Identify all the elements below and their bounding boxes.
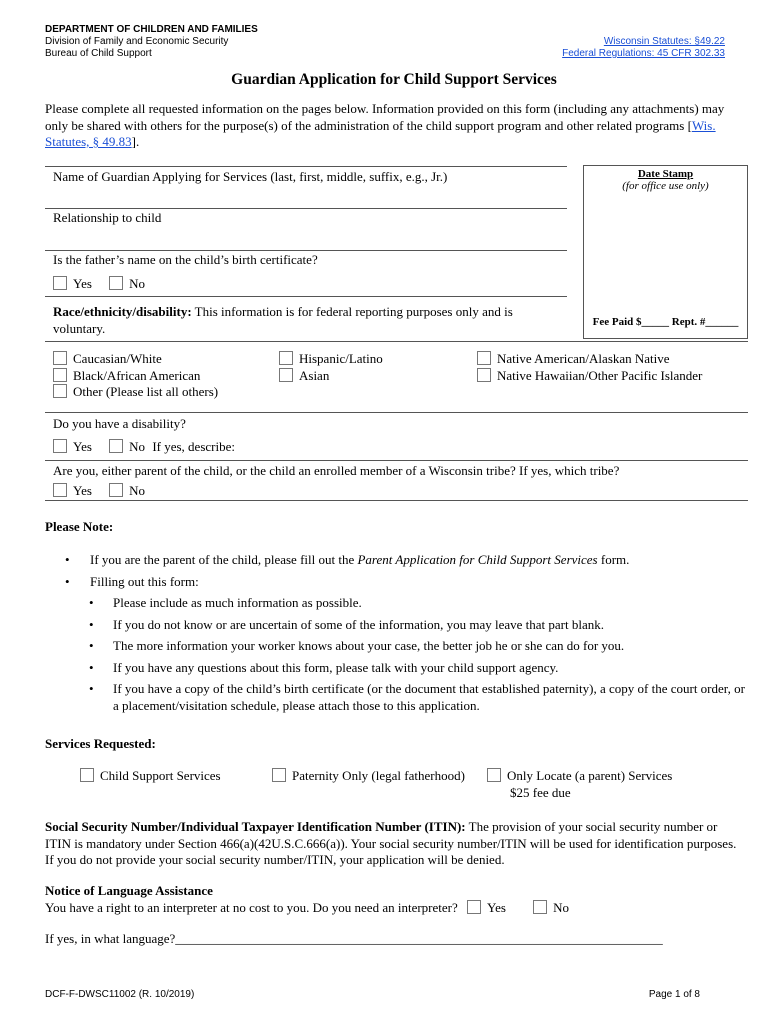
services-heading: Services Requested: [45, 736, 156, 751]
divider [45, 500, 748, 501]
paternity-checkbox[interactable] [272, 768, 286, 782]
interpreter-language-field[interactable]: If yes, in what language?___________________________________________________________________________ [45, 931, 663, 946]
interpreter-question: You have a right to an interpreter at no cost to you. Do you need an interpreter? Yes No [45, 900, 570, 915]
locate-checkbox[interactable] [487, 768, 501, 782]
disability-yes-checkbox[interactable] [53, 439, 67, 453]
service-paternity: Paternity Only (legal fatherhood) [272, 768, 465, 785]
page-number: Page 1 of 8 [648, 989, 700, 1000]
list-item: • Filling out this form: [45, 574, 750, 591]
disability-question: Do you have a disability? [53, 416, 186, 431]
hispanic-checkbox[interactable] [279, 351, 293, 365]
list-item: • If you have a copy of the child’s birth certificate (or the document that established paternity), a copy of the court order, or a placement/visitation schedule, please attach those to this application. [45, 681, 750, 714]
race-col-3: Native American/Alaskan Native Native Hawaiian/Other Pacific Islander [477, 351, 702, 384]
note-heading: Please Note: [45, 519, 114, 534]
father-question: Is the father’s name on the child’s birth certificate? [53, 252, 318, 267]
interpreter-no-checkbox[interactable] [533, 900, 547, 914]
tribe-options: Yes No [53, 483, 145, 500]
divider [45, 341, 748, 342]
fee-paid-line: Fee Paid $_____ Rept. #______ [592, 316, 739, 328]
legal-references [562, 36, 725, 60]
disability-options: Yes No If yes, describe: [53, 439, 235, 456]
relationship-label: Relationship to child [53, 210, 162, 225]
intro-paragraph: Please complete all requested information on the pages below. Information provided on this form (including any attachments) may only be shared with others for the purpose(s) of the administration of the child support program and other related programs [Wis. Statutes, § 49.83]. [45, 101, 725, 149]
locate-fee: $25 fee due [510, 784, 571, 800]
list-item: • If you have any questions about this form, please talk with your child support agency. [45, 660, 750, 677]
date-stamp-title: Date Stamp [637, 168, 694, 180]
language-heading: Notice of Language Assistance [45, 883, 213, 898]
disability-describe-label: If yes, describe: [152, 439, 235, 454]
tribe-no-checkbox[interactable] [109, 483, 123, 497]
list-item: • The more information your worker knows about your case, the better job he or she can do for you. [45, 638, 750, 655]
interpreter-yes-checkbox[interactable] [467, 900, 481, 914]
date-stamp-subtitle: (for office use only) [622, 180, 709, 192]
relationship-field[interactable] [45, 250, 567, 251]
form-id: DCF-F-DWSC11002 (R. 10/2019) [45, 989, 195, 1000]
statute-4983-link[interactable]: Wis. Statutes, § 49.83 [45, 117, 716, 149]
guardian-name-label: Name of Guardian Applying for Services (last, first, middle, suffix, e.g., Jr.) [53, 169, 448, 184]
divider [45, 166, 567, 167]
department-name: DEPARTMENT OF CHILDREN AND FAMILIES [45, 24, 258, 35]
statute-link[interactable]: Wisconsin Statutes: §49.22 [603, 36, 725, 47]
caucasian-checkbox[interactable] [53, 351, 67, 365]
hawaiian-checkbox[interactable] [477, 368, 491, 382]
black-checkbox[interactable] [53, 368, 67, 382]
date-stamp-box [583, 165, 748, 339]
native-american-checkbox[interactable] [477, 351, 491, 365]
service-locate: Only Locate (a parent) Services $25 fee due [487, 768, 672, 801]
race-col-1: Caucasian/White Black/African American Other (Please list all others) [53, 351, 218, 401]
divider [45, 460, 748, 461]
note-list [45, 552, 750, 714]
agency-header [45, 24, 258, 60]
disability-no-checkbox[interactable] [109, 439, 123, 453]
division-name: Division of Family and Economic Security [45, 36, 229, 47]
list-item: • If you are the parent of the child, please fill out the Parent Application for Child Support Services form. [45, 552, 750, 569]
list-item: • If you do not know or are uncertain of some of the information, you may leave that part blank. [45, 617, 750, 634]
page-title: Guardian Application for Child Support Services [231, 71, 557, 88]
father-no-checkbox[interactable] [109, 276, 123, 290]
asian-checkbox[interactable] [279, 368, 293, 382]
list-item: • Please include as much information as possible. [45, 595, 750, 612]
race-col-2: Hispanic/Latino Asian [279, 351, 383, 384]
father-options: Yes No [53, 276, 145, 293]
tribe-yes-checkbox[interactable] [53, 483, 67, 497]
ssn-paragraph: Social Security Number/Individual Taxpayer Identification Number (ITIN): The provision of your social security number or ITIN is mandatory under Section 466(a)(42U.S.C.666(a)). Your social security number/ITIN will be used for identification purposes. If you do not provide your social security number/ITIN, your application will be denied. [45, 819, 737, 867]
divider [45, 296, 567, 297]
child-support-checkbox[interactable] [80, 768, 94, 782]
regulation-link[interactable]: Federal Regulations: 45 CFR 302.33 [562, 48, 725, 59]
father-yes-checkbox[interactable] [53, 276, 67, 290]
guardian-name-field[interactable] [45, 208, 567, 209]
race-intro: Race/ethnicity/disability: This information is for federal reporting purposes only and is voluntary. [53, 304, 513, 336]
divider [45, 412, 748, 413]
other-race-checkbox[interactable] [53, 384, 67, 398]
tribe-question: Are you, either parent of the child, or the child an enrolled member of a Wisconsin tribe? If yes, which tribe? [53, 463, 620, 478]
bureau-name: Bureau of Child Support [45, 48, 152, 59]
service-child-support: Child Support Services [80, 768, 221, 785]
